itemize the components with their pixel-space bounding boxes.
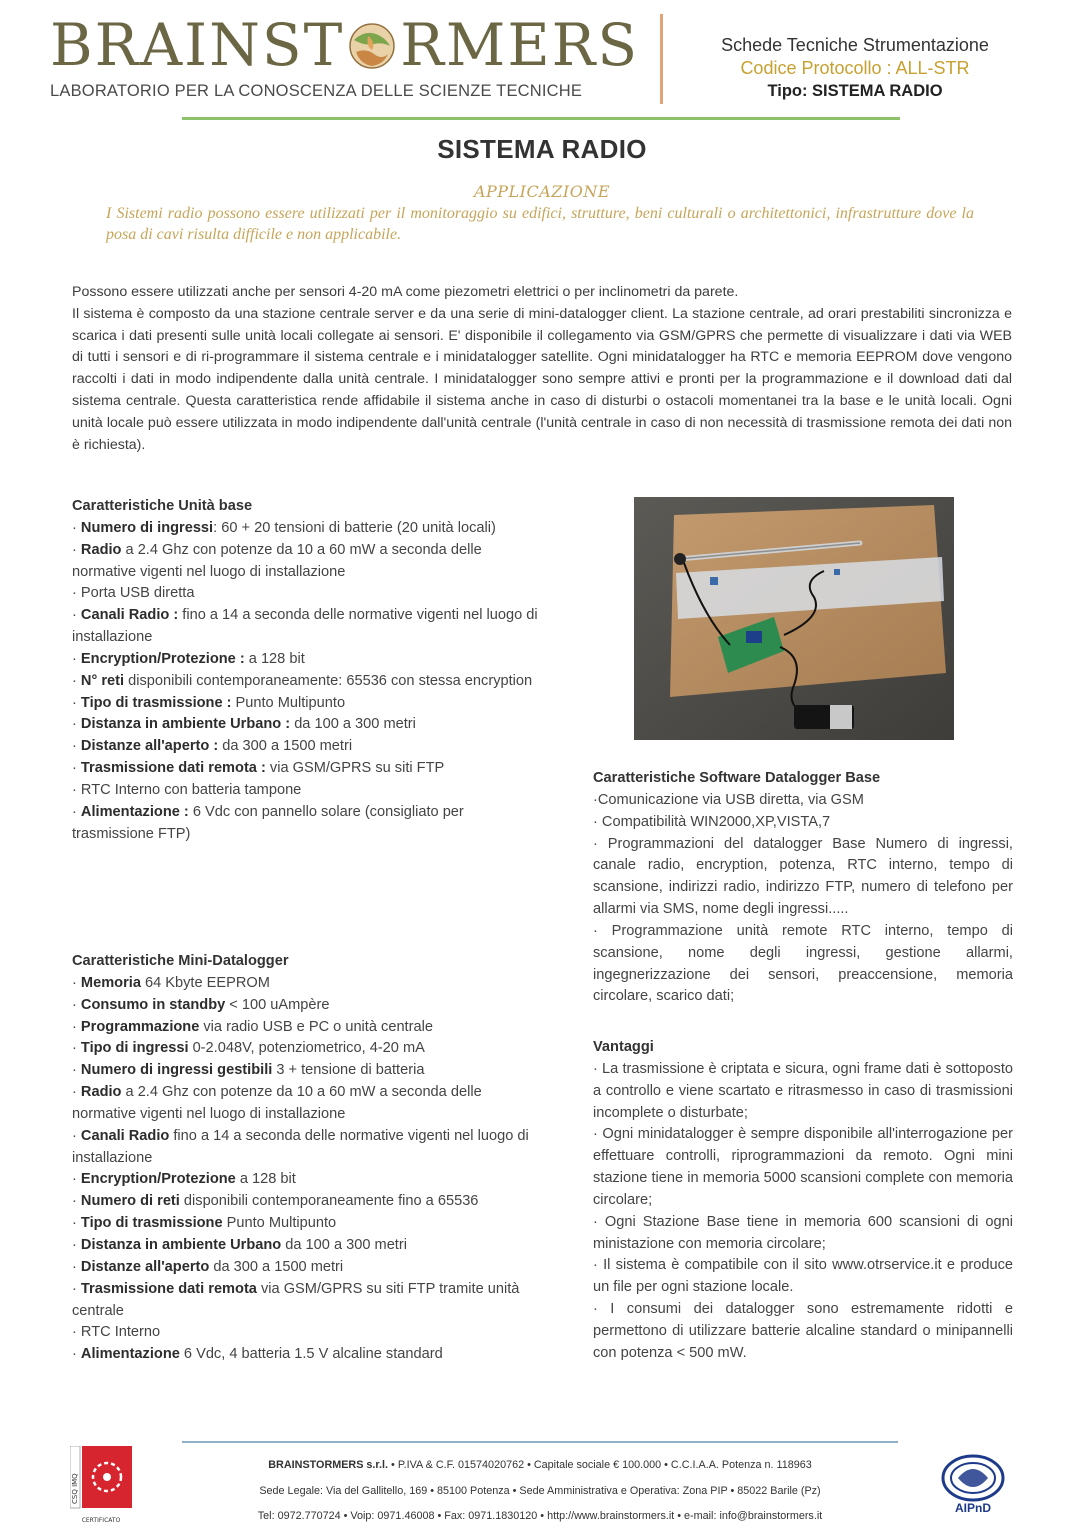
bullet: · [72, 1236, 81, 1253]
footer-line-2: Sede Legale: Via del Gallitello, 169 • 85100 Potenza • Sede Amministrativa e Operativa: Zona PIP • 85022 Barile (Pz) [259, 1484, 821, 1497]
bullet: · [72, 585, 81, 602]
unita-base-item-label: Radio [80, 541, 122, 558]
mini-datalogger-item-label: Tipo di trasmissione [80, 1215, 223, 1232]
unita-base-item [72, 736, 542, 758]
mini-datalogger-item-text: 3 + tensione di batteria [272, 1062, 425, 1079]
bullet: · [72, 1018, 81, 1035]
aipnd-logo [938, 1454, 1008, 1516]
unita-base-item [72, 605, 542, 649]
bullet: · [72, 607, 81, 624]
mini-datalogger-item [72, 1060, 542, 1082]
header-rule [182, 117, 900, 120]
mini-datalogger-item-label: Numero di ingressi gestibili [80, 1062, 273, 1079]
doc-type: Schede Tecniche Strumentazione [721, 35, 989, 55]
mini-datalogger-item [72, 1082, 542, 1126]
unita-base-item-text: Punto Multipunto [231, 694, 346, 711]
mini-datalogger-item-text: via GSM/GPRS su siti FTP tramite unità centrale [72, 1280, 520, 1319]
bullet: · [72, 1040, 81, 1057]
bullet: · [72, 1280, 81, 1297]
logo-text-left: BRAINST [50, 11, 345, 79]
mini-datalogger-item-text: 0-2.048V, potenziometrico, 4-20 mA [188, 1040, 425, 1057]
unita-base-item [72, 693, 542, 715]
footer-rule [182, 1441, 898, 1443]
mini-datalogger-item-text: a 2.4 Ghz con potenze da 10 a 60 mW a seconda delle normative vigenti nel luogo di installazione [72, 1084, 482, 1122]
bullet: · [72, 738, 81, 755]
mini-datalogger-item [72, 1126, 542, 1170]
footer-line-3: Tel: 0972.770724 • Voip: 0971.46008 • Fax: 0971.1830120 • http://www.brainstormers.it • e-mail: info@brainstormers.it [257, 1510, 823, 1522]
mini-datalogger-item-label: Trasmissione dati remota [80, 1280, 257, 1297]
bullet: · [72, 519, 81, 536]
intro-section [72, 282, 1012, 456]
unita-base-item [72, 518, 542, 540]
bullet: · [72, 1346, 81, 1363]
product-photo [634, 497, 954, 740]
footer-line-1-rest: • P.IVA & C.F. 01574020762 • Capitale sociale € 100.000 • C.C.I.A.A. Potenza n. 118963 [388, 1459, 812, 1471]
bullet: · [72, 1324, 81, 1341]
vantaggi-item: · Ogni Stazione Base tiene in memoria 600 scansioni di ogni ministazione con memoria circolare; [593, 1213, 1013, 1252]
unita-base-item [72, 758, 542, 780]
mini-datalogger-item [72, 1279, 542, 1323]
unita-base-item-text: da 100 a 300 metri [290, 716, 416, 733]
mini-datalogger-item [72, 1322, 542, 1344]
software-item: · Programmazioni del datalogger Base Numero di ingressi, canale radio, encryption, potenza, RTC interno, tempo di scansione, indirizzi radio, indirizzo FTP, numero di telefono per allarmi via SMS, nome degli ingressi..... [593, 835, 1013, 918]
unita-base-item-text: a 128 bit [244, 650, 305, 667]
cert-vertical-text: CSQ IMQ [71, 1473, 79, 1504]
unita-base-item-text: via GSM/GPRS su siti FTP [265, 760, 445, 777]
vantaggi-section [593, 1037, 1013, 1365]
mini-datalogger-item-text: < 100 uAmpère [225, 996, 330, 1013]
intro-paragraph-1: Possono essere utilizzati anche per sensori 4-20 mA come piezometri elettrici o per inclinometri da parete. [72, 284, 739, 300]
software-item: ·Comunicazione via USB diretta, via GSM [593, 791, 864, 808]
mini-datalogger-item-label: Canali Radio [80, 1127, 170, 1144]
mini-datalogger-item-label: Programmazione [80, 1018, 200, 1035]
mini-datalogger-item [72, 1235, 542, 1257]
unita-base-item [72, 540, 542, 584]
unita-base-item-label: Encryption/Protezione : [80, 650, 245, 667]
mini-datalogger-item [72, 1257, 542, 1279]
unita-base-item-label: Distanze all'aperto : [80, 738, 219, 755]
mini-datalogger-item-text: da 100 a 300 metri [281, 1236, 407, 1253]
bullet: · [72, 672, 81, 689]
mini-datalogger-item-text: fino a 14 a seconda delle normative vigenti nel luogo di installazione [72, 1127, 529, 1166]
bullet: · [72, 1062, 81, 1079]
bullet: · [72, 1258, 81, 1275]
unita-base-item [72, 780, 542, 802]
footer-company: BRAINSTORMERS s.r.l. [268, 1459, 389, 1471]
bullet: · [72, 974, 81, 991]
vantaggi-item: · La trasmissione è criptata e sicura, ogni frame dati è sottoposto a controllo e viene scartato e ritrasmesso in caso di trasmissioni incomplete o disturbate; [593, 1060, 1013, 1121]
mini-datalogger-item [72, 1017, 542, 1039]
unita-base-list [72, 518, 542, 846]
application-heading: APPLICAZIONE [473, 182, 611, 201]
header-logo-block [50, 11, 640, 101]
header-divider [660, 14, 663, 104]
mini-datalogger-item [72, 1213, 542, 1235]
mini-datalogger-title: Caratteristiche Mini-Datalogger [72, 953, 289, 969]
unita-base-title: Caratteristiche Unità base [72, 498, 253, 514]
vantaggi-item: · I consumi dei datalogger sono estremamente ridotti e permettono di utilizzare batterie alcaline standard o minipannelli con potenza < 500 mW. [593, 1301, 1013, 1361]
unita-base-item-label: Alimentazione : [80, 803, 189, 820]
unita-base-item-text: RTC Interno con batteria tampone [80, 781, 302, 798]
vantaggi-item: · Il sistema è compatibile con il sito www.otrservice.it e produce un file per ogni stazione locale. [593, 1257, 1013, 1296]
bullet: · [72, 996, 81, 1013]
mini-datalogger-item [72, 1038, 542, 1060]
software-item: · Compatibilità WIN2000,XP,VISTA,7 [593, 813, 831, 830]
unita-base-item [72, 671, 542, 693]
mini-datalogger-item [72, 1344, 542, 1366]
footer-line-1 [182, 1453, 898, 1479]
page-title: SISTEMA RADIO [437, 134, 647, 164]
mini-datalogger-list [72, 973, 542, 1366]
unita-base-item-text: a 2.4 Ghz con potenze da 10 a 60 mW a seconda delle normative vigenti nel luogo di installazione [72, 541, 482, 580]
bullet: · [72, 781, 81, 798]
mini-datalogger-item-text: RTC Interno [80, 1324, 161, 1341]
bullet: · [72, 803, 81, 820]
unita-base-item [72, 583, 542, 605]
mini-datalogger-item-text: da 300 a 1500 metri [209, 1258, 344, 1275]
mini-datalogger-item-text: 6 Vdc, 4 batteria 1.5 V alcaline standard [179, 1346, 443, 1363]
unita-base-item-text: Porta USB diretta [80, 585, 195, 602]
mini-datalogger-item-label: Radio [80, 1084, 122, 1101]
software-title: Caratteristiche Software Datalogger Base [593, 770, 881, 786]
mini-datalogger-item-label: Alimentazione [80, 1346, 180, 1363]
document-info [680, 34, 1030, 102]
mini-datalogger-item-text: via radio USB e PC o unità centrale [199, 1018, 433, 1035]
mini-datalogger-item-label: Numero di reti [80, 1193, 180, 1210]
company-tagline: LABORATORIO PER LA CONOSCENZA DELLE SCIENZE TECNICHE [50, 82, 583, 100]
vantaggi-item: · Ogni minidatalogger è sempre disponibile all'interrogazione per effettuare controlli, riprogrammazioni da remoto. Ogni mini stazione tiene in memoria 5000 scansioni complete con memoria circolare; [593, 1126, 1013, 1208]
mini-datalogger-item [72, 1191, 542, 1213]
unita-base-item-text: : 60 + 20 tensioni di batterie (20 unità locali) [213, 519, 496, 536]
bullet: · [72, 1084, 81, 1101]
bullet: · [72, 1193, 81, 1210]
bullet: · [72, 1215, 81, 1232]
mini-datalogger-item [72, 1169, 542, 1191]
unita-base-item-text: 6 Vdc con pannello solare (consigliato per trasmissione FTP) [72, 803, 464, 842]
software-section [593, 768, 1013, 1008]
mini-datalogger-item [72, 995, 542, 1017]
company-logo [50, 11, 640, 79]
bullet: · [72, 650, 81, 667]
cert-caption: CERTIFICATO [81, 1517, 121, 1524]
unita-base-item [72, 802, 542, 846]
unita-base-item-text: disponibili contemporaneamente: 65536 con stessa encryption [124, 672, 533, 689]
unita-base-item-label: Canali Radio : [80, 607, 179, 624]
mini-datalogger-section [72, 951, 542, 1366]
bullet: · [72, 1127, 81, 1144]
protocol-code: Codice Protocollo : ALL-STR [740, 58, 970, 78]
unita-base-item-label: Distanza in ambiente Urbano : [80, 716, 291, 733]
intro-paragraph-2: Il sistema è composto da una stazione centrale server e da una serie di mini-datalogger client. La stazione centrale, ad orari prestabiliti sincronizza e scarica i dati presenti sulle unità locali collegate ai sensori. E' disponibile il collegamento via GSM/GPRS che permette di visualizzare i dati via WEB di tutti i sensori e di ri-programmare il sistema centrale e i minidatalogger satellite. Ogni minidatalogger ha RTC e memoria EEPROM dove vengono raccolti i dati in modo indipendente dalla unità centrale. I minidatalogger sono sempre attivi e pronti per la programmazione e il download dati dal sistema centrale. Questa caratteristica rende affidabile il sistema anche in caso di disturbi o ostacoli momentanei tra la base e le unità locali. Ogni unità locale può essere utilizzata in modo indipendente dall'unità centrale (l'unità centrale in caso di non necessità di trasmissione remota dei dati non è richiesta). [72, 305, 1012, 453]
mini-datalogger-item-text: disponibili contemporaneamente fino a 65536 [179, 1193, 479, 1210]
bullet: · [72, 760, 81, 777]
footer [182, 1453, 898, 1530]
mini-datalogger-item [72, 973, 542, 995]
mini-datalogger-item-label: Tipo di ingressi [80, 1040, 189, 1057]
unita-base-item-text: da 300 a 1500 metri [218, 738, 353, 755]
unita-base-item-label: Trasmissione dati remota : [80, 760, 266, 777]
logo-text-right: RMERS [400, 11, 640, 79]
unita-base-item-text: fino a 14 a seconda delle normative vigenti nel luogo di installazione [72, 607, 538, 646]
bullet: · [72, 1171, 81, 1188]
mini-datalogger-item-label: Consumo in standby [80, 996, 226, 1013]
mini-datalogger-item-label: Distanza in ambiente Urbano [80, 1236, 282, 1253]
bullet: · [72, 694, 81, 711]
unita-base-item [72, 714, 542, 736]
unita-base-item [72, 649, 542, 671]
unita-base-section [72, 496, 542, 846]
mini-datalogger-item-label: Distanze all'aperto [80, 1258, 210, 1275]
software-item: · Programmazione unità remote RTC interno, tempo di scansione, nome degli ingressi, gestione allarmi, ingegnerizzazione dei sensori, preaccensione, memoria circolare, scarico dati; [593, 922, 1013, 1005]
vantaggi-title: Vantaggi [593, 1039, 654, 1055]
aipnd-caption: AIPnD [955, 1501, 991, 1515]
mini-datalogger-item-text: a 128 bit [235, 1171, 296, 1188]
bullet: · [72, 541, 81, 558]
mini-datalogger-item-text: Punto Multipunto [222, 1215, 337, 1232]
globe-icon [346, 19, 398, 71]
doc-tipo: Tipo: SISTEMA RADIO [767, 82, 943, 100]
certification-logo [70, 1446, 132, 1528]
mini-datalogger-item-label: Memoria [80, 974, 141, 991]
unita-base-item-label: N° reti [80, 672, 125, 689]
application-text: I Sistemi radio possono essere utilizzati per il monitoraggio su edifici, strutture, beni culturali o architettonici, infrastrutture dove la posa di cavi risulta difficile e non applicabile. [106, 205, 974, 243]
unita-base-item-label: Tipo di trasmissione : [80, 694, 232, 711]
unita-base-item-label: Numero di ingressi [80, 519, 214, 536]
bullet: · [72, 716, 81, 733]
mini-datalogger-item-text: 64 Kbyte EEPROM [140, 974, 270, 991]
mini-datalogger-item-label: Encryption/Protezione [80, 1171, 236, 1188]
